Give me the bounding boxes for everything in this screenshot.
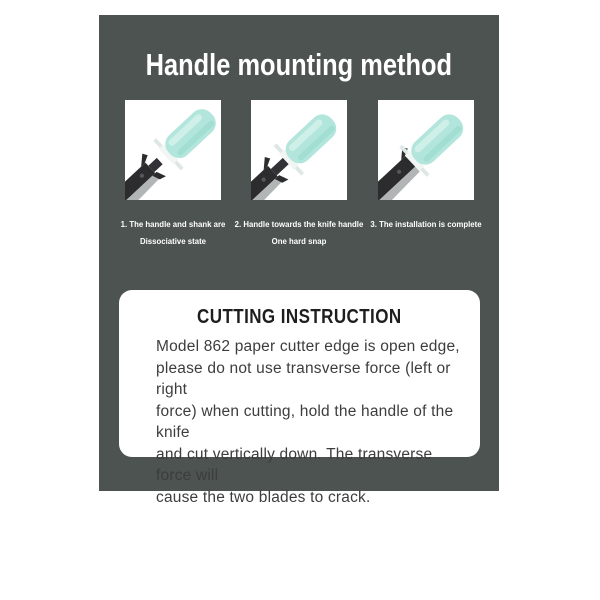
step-1-caption-line-1: 1. The handle and shank are: [120, 219, 226, 229]
handle-flange-top: [153, 138, 162, 148]
step-3-caption-line-1: 3. The installation is complete: [370, 219, 482, 229]
step-3-image: [378, 100, 474, 200]
handle-flange-top: [274, 143, 283, 153]
step-2-image: [251, 100, 347, 200]
instruction-line: Model 862 paper cutter edge is open edge,: [156, 338, 460, 355]
knife-separated-illustration: [125, 100, 221, 200]
cutting-instruction-card: [119, 290, 480, 506]
knife-partially-mounted-illustration: [251, 100, 347, 200]
instruction-line: please do not use transverse force (left or right: [156, 359, 451, 398]
page-title-text: Handle mounting method: [145, 47, 453, 82]
cutting-instruction-title-text: CUTTING INSTRUCTION: [197, 306, 402, 328]
handle-flange-bottom: [420, 167, 429, 177]
cutting-instruction-title: [119, 306, 480, 329]
instruction-line: and cut vertically down. The transverse force will: [156, 445, 433, 484]
step-2-caption-line-1: 2. Handle towards the knife handle: [234, 219, 364, 229]
blade-hook: [258, 155, 273, 170]
step-1-image: [125, 100, 221, 200]
blade-hook: [135, 152, 150, 167]
step-2-caption-line-2: One hard snap: [271, 236, 327, 246]
instruction-line: cause the two blades to crack.: [156, 488, 371, 506]
step-3-caption: [351, 216, 501, 233]
handle-flange-bottom: [295, 166, 304, 176]
instruction-panel: [99, 15, 499, 506]
page-title: [99, 42, 499, 88]
knife-assembled-illustration: [378, 100, 474, 200]
cutting-instruction-body: [119, 336, 480, 508]
step-1-caption-line-2: Dissociative state: [139, 236, 207, 246]
handle-flange-bottom: [174, 161, 183, 171]
instruction-line: force) when cutting, hold the handle of the knife: [156, 402, 454, 441]
